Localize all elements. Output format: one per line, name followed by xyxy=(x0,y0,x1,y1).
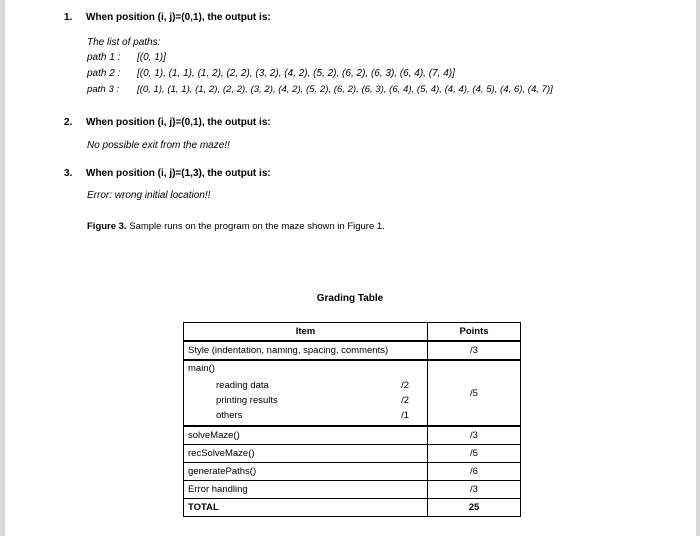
section-1-heading xyxy=(64,12,271,23)
page-edge-left xyxy=(0,0,5,536)
table-row xyxy=(184,463,521,481)
table-row xyxy=(184,341,521,360)
row-item: solveMaze() xyxy=(184,426,428,445)
table-row-total xyxy=(184,499,521,517)
total-label: TOTAL xyxy=(184,499,428,517)
section-2-heading xyxy=(64,117,271,128)
path-line-2 xyxy=(87,68,455,79)
row-points: /5 xyxy=(428,445,521,463)
path-label: path 3 : xyxy=(87,84,120,95)
section-3-heading xyxy=(64,168,271,179)
sub-item-name: reading data xyxy=(216,380,269,391)
section-number: 3. xyxy=(64,168,73,179)
row-points: /3 xyxy=(428,341,521,360)
section-heading-text: When position (i, j)=(1,3), the output is: xyxy=(86,168,271,179)
sub-item xyxy=(188,393,423,408)
path-line-1 xyxy=(87,52,166,63)
path-label: path 1 : xyxy=(87,52,121,63)
page-edge-right xyxy=(696,0,700,536)
row-points: /5 xyxy=(428,360,521,426)
points-header: Points xyxy=(428,323,521,342)
figure-caption xyxy=(87,221,385,232)
row-item: recSolveMaze() xyxy=(184,445,428,463)
caption-label: Figure 3. xyxy=(87,221,127,232)
path-value: [(0, 1), (1, 1), (1, 2), (2, 2), (3, 2), (4, 2), (5, 2), (6, 2), (6, 3), (6, 4), (7, 4)] xyxy=(137,68,455,79)
grading-table xyxy=(183,322,521,517)
row-points: /3 xyxy=(428,426,521,445)
row-points: /6 xyxy=(428,463,521,481)
table-row xyxy=(184,426,521,445)
sub-item-points: /2 xyxy=(401,380,409,391)
table-row xyxy=(184,481,521,499)
path-value: [(0, 1)] xyxy=(137,52,166,63)
path-line-3 xyxy=(87,84,553,95)
section-number: 1. xyxy=(64,12,73,23)
path-label: path 2 : xyxy=(87,68,121,79)
section-number: 2. xyxy=(64,117,73,128)
paths-intro: The list of paths: xyxy=(87,37,161,48)
sub-item-name: others xyxy=(216,410,243,421)
row-item: generatePaths() xyxy=(184,463,428,481)
sub-item-name: printing results xyxy=(216,395,278,406)
sub-item xyxy=(188,378,423,393)
caption-text: Sample runs on the program on the maze shown in Figure 1. xyxy=(126,221,385,232)
table-row xyxy=(184,445,521,463)
path-value: [(0, 1), (1, 1), (1, 2), (2, 2), (3, 2), (4, 2), (5, 2), (6, 2), (6, 3), (6, 4), (5, 4), (4, 4), (4, 5), (4, 6), (4, 7)] xyxy=(137,84,553,95)
error-message: Error: wrong initial location!! xyxy=(87,190,211,201)
main-label: main() xyxy=(188,363,215,374)
row-points: /3 xyxy=(428,481,521,499)
sub-item xyxy=(188,408,423,423)
table-header-row xyxy=(184,323,521,342)
no-exit-message: No possible exit from the maze!! xyxy=(87,140,230,151)
table-row-main xyxy=(184,360,521,426)
sub-item-points: /2 xyxy=(401,395,409,406)
section-heading-text: When position (i, j)=(0,1), the output is: xyxy=(86,117,271,128)
grading-table-title: Grading Table xyxy=(316,293,384,304)
item-header: Item xyxy=(184,323,428,342)
total-points: 25 xyxy=(428,499,521,517)
sub-item-points: /1 xyxy=(401,410,409,421)
row-item: Error handling xyxy=(184,481,428,499)
main-cell xyxy=(184,360,428,426)
section-heading-text: When position (i, j)=(0,1), the output is: xyxy=(86,12,271,23)
row-item: Style (indentation, naming, spacing, comments) xyxy=(184,341,428,360)
